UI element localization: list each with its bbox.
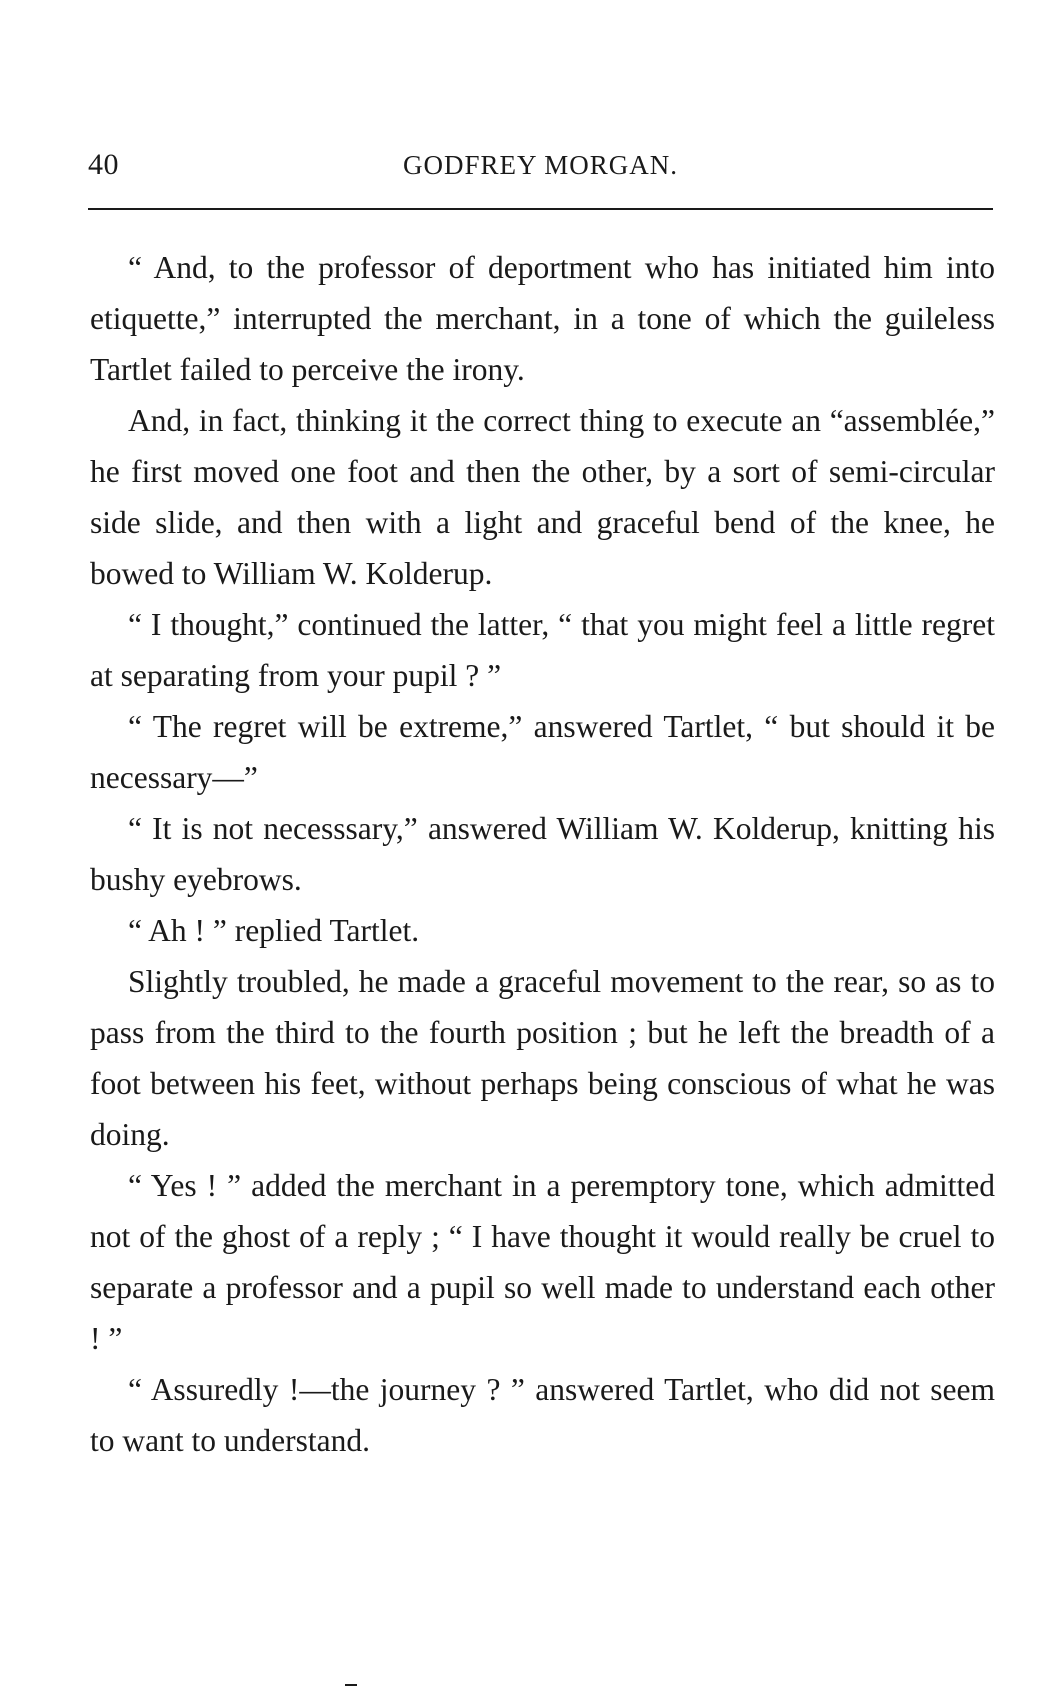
paragraph: “ Assuredly !—the journey ? ” answered Tartlet, who did not seem to want to understand. (90, 1372, 995, 1458)
paragraph: And, in fact, thinking it the correct thing to execute an “assemblée,” he first moved one foot and then the other, by a sort of semi-circular side slide, and then with a light and graceful bend of the knee, he bowed to William W. Kolderup. (90, 403, 995, 591)
running-head (88, 148, 993, 188)
header-rule (88, 208, 993, 210)
running-title: GODFREY MORGAN. (402, 150, 679, 180)
page-number: 40 (88, 148, 119, 181)
paragraph: “ It is not necesssary,” answered William W. Kolderup, knitting his bushy eyebrows. (90, 811, 995, 897)
printer-mark (345, 1684, 357, 1686)
paragraph: “ Ah ! ” replied Tartlet. (128, 913, 420, 948)
paragraph: “ And, to the professor of deportment who has initiated him into etiquette,” interrupted the merchant, in a tone of which the guileless Tartlet failed to perceive the irony. (90, 250, 995, 387)
paragraph: “ Yes ! ” added the merchant in a peremptory tone, which admitted not of the ghost of a reply ; “ I have thought it would really be cruel to separate a professor and a pupil so well made to understand each other ! ” (90, 1168, 995, 1356)
paragraph: Slightly troubled, he made a graceful movement to the rear, so as to pass from the third to the fourth position ; but he left the breadth of a foot between his feet, without perhaps being conscious of what he was doing. (90, 964, 995, 1152)
paragraph: “ The regret will be extreme,” answered Tartlet, “ but should it be necessary—” (90, 709, 995, 795)
body-text (90, 242, 995, 1466)
paragraph: “ I thought,” continued the latter, “ that you might feel a little regret at separating from your pupil ? ” (90, 607, 995, 693)
